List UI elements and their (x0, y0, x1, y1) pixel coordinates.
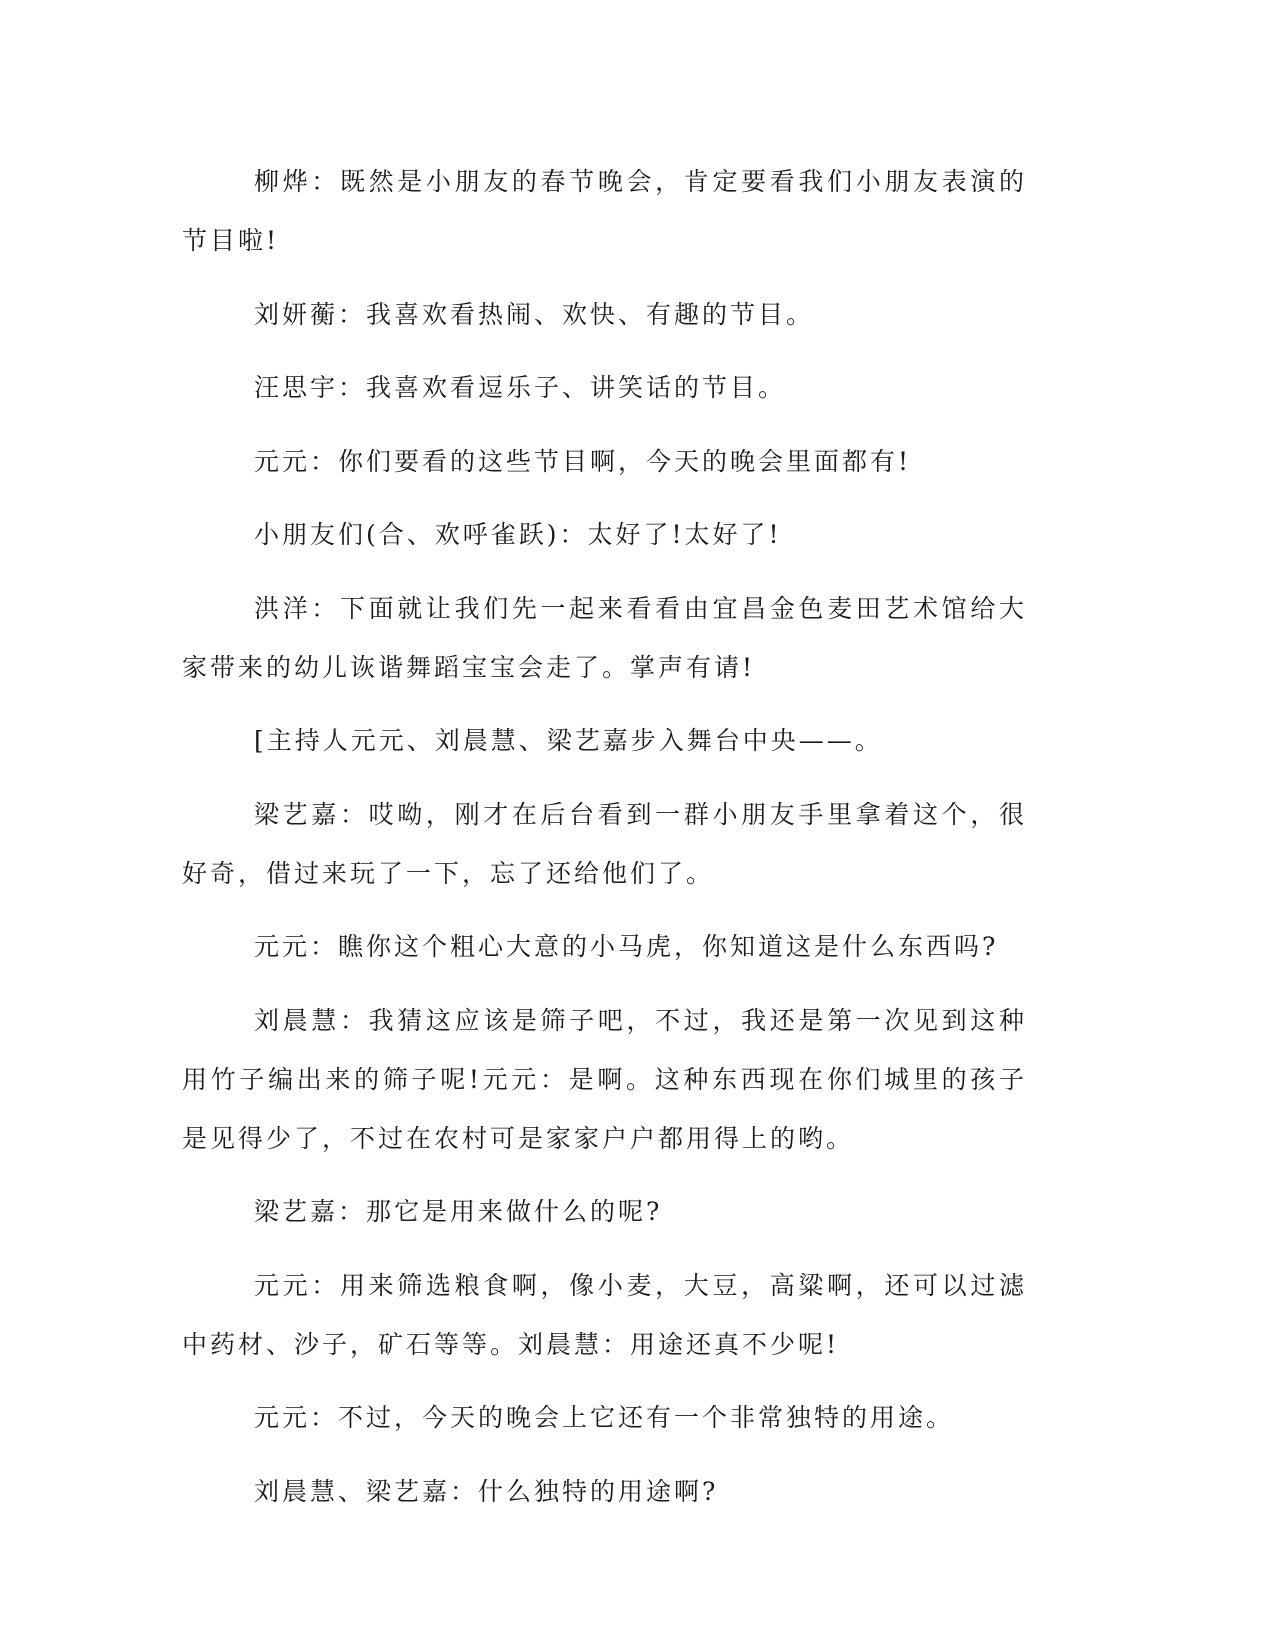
dialogue-paragraph: 元元：瞧你这个粗心大意的小马虎，你知道这是什么东西吗? (254, 932, 999, 961)
stage-direction: [主持人元元、刘晨慧、梁艺嘉步入舞台中央——。 (254, 726, 883, 755)
dialogue-paragraph: 小朋友们(合、欢呼雀跃)：太好了!太好了! (254, 520, 782, 549)
dialogue-paragraph: 梁艺嘉：那它是用来做什么的呢? (254, 1197, 663, 1226)
dialogue-paragraph: 刘晨慧、梁艺嘉：什么独特的用途啊? (254, 1476, 719, 1506)
dialogue-paragraph: 汪思宇：我喜欢看逗乐子、讲笑话的节目。 (254, 373, 787, 402)
dialogue-paragraph: 元元：用来筛选粮食啊，像小麦，大豆，高粱啊，还可以过滤中药材、沙子，矿石等等。刘晨慧：用途还真不少呢! (182, 1270, 1027, 1359)
document-body (182, 152, 1027, 1535)
dialogue-paragraph: 洪洋：下面就让我们先一起来看看由宜昌金色麦田艺术馆给大家带来的幼儿诙谐舞蹈宝宝会走了。掌声有请! (182, 593, 1027, 682)
dialogue-paragraph: 刘晨慧：我猜这应该是筛子吧，不过，我还是第一次见到这种用竹子编出来的筛子呢!元元：是啊。这种东西现在你们城里的孩子是见得少了，不过在农村可是家家户户都用得上的哟。 (182, 1005, 1027, 1153)
dialogue-paragraph: 梁艺嘉：哎呦，刚才在后台看到一群小朋友手里拿着这个，很好奇，借过来玩了一下，忘了还给他们了。 (182, 799, 1027, 888)
dialogue-paragraph: 刘妍蘅：我喜欢看热闹、欢快、有趣的节目。 (254, 299, 815, 329)
dialogue-paragraph: 元元：你们要看的这些节目啊，今天的晚会里面都有! (254, 446, 912, 476)
dialogue-paragraph: 柳烨：既然是小朋友的春节晚会，肯定要看我们小朋友表演的节目啦! (182, 167, 1027, 255)
dialogue-paragraph: 元元：不过，今天的晚会上它还有一个非常独特的用途。 (254, 1403, 955, 1432)
